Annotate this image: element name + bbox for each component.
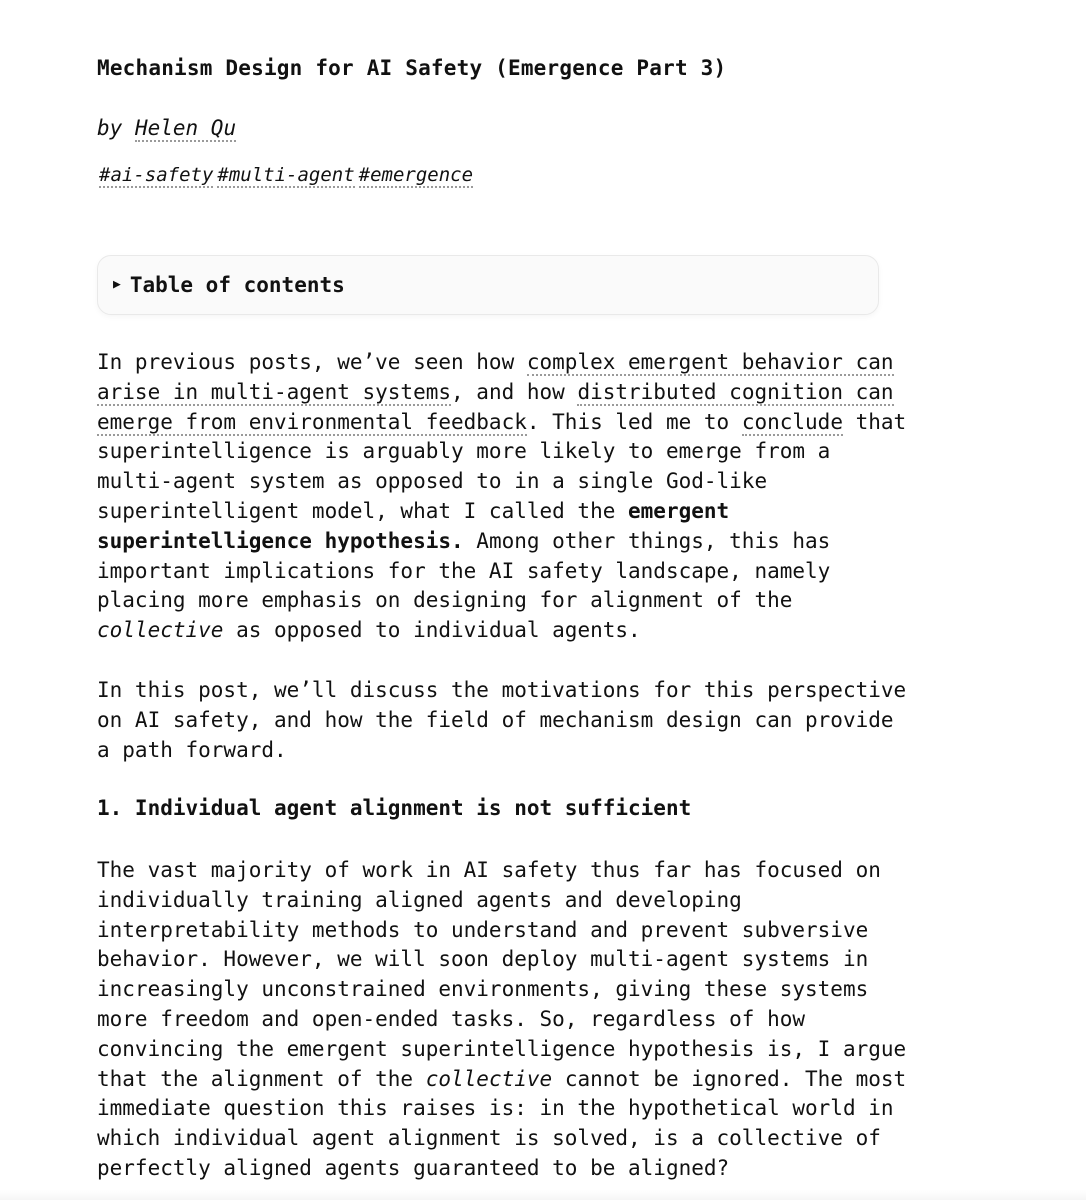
text-line: increasingly unconstrained environments, giving these systems: [97, 977, 869, 1002]
table-of-contents-toggle[interactable]: [97, 255, 879, 315]
text-line: more freedom and open-ended tasks. So, regardless of how: [97, 1006, 806, 1031]
text-line: convincing the emergent superintelligence hypothesis is, I argue: [97, 1036, 907, 1061]
bold-term: superintelligence hypothesis.: [97, 528, 464, 553]
text-line: individually training aligned agents and developing: [97, 887, 742, 912]
bold-term: emergent: [628, 498, 730, 523]
post-title: Mechanism Design for AI Safety (Emergence Part 3): [97, 56, 727, 80]
text-span: In previous posts, we’ve seen how: [97, 350, 527, 374]
toc-label: Table of contents: [129, 273, 345, 297]
text-span: , and how: [451, 379, 578, 404]
section-heading-1: 1. Individual agent alignment is not sufficient: [97, 796, 692, 820]
tag-list: [99, 164, 477, 186]
text-line: perfectly aligned agents guaranteed to be aligned?: [97, 1155, 730, 1180]
italic-term: collective: [425, 1066, 553, 1091]
text-line: The vast majority of work in AI safety thus far has focused on: [97, 858, 881, 882]
text-line: placing more emphasis on designing for alignment of the: [97, 588, 793, 613]
text-line: behavior. However, we will soon deploy multi-agent systems in: [97, 947, 869, 972]
link-complex-emergent-behavior-cont[interactable]: arise in multi-agent systems: [97, 379, 452, 404]
text-span: that: [842, 409, 907, 434]
text-span: that the alignment of the: [97, 1066, 426, 1091]
text-span: cannot be ignored. The most: [552, 1066, 907, 1091]
text-line: a path forward.: [97, 737, 287, 762]
text-line: multi-agent system as opposed to in a single God-like: [97, 469, 768, 494]
text-line: important implications for the AI safety landscape, namely: [97, 558, 831, 583]
author-link[interactable]: Helen Qu: [134, 116, 237, 140]
text-line: which individual agent alignment is solved, is a collective of: [97, 1126, 881, 1151]
text-span: Among other things, this has: [463, 528, 831, 553]
byline: [97, 116, 236, 140]
text-span: as opposed to individual agents.: [223, 618, 641, 643]
paragraph-section-1: [97, 856, 907, 1184]
italic-term: collective: [97, 618, 224, 643]
text-span: . This led me to: [526, 409, 742, 434]
text-span: superintelligent model, what I called the: [97, 498, 629, 523]
text-line: superintelligence is arguably more likely to emerge from a: [97, 439, 831, 464]
tag-link-multi-agent[interactable]: #multi-agent: [217, 164, 355, 186]
link-complex-emergent-behavior[interactable]: complex emergent behavior can: [526, 350, 894, 374]
text-line: In this post, we’ll discuss the motivations for this perspective: [97, 678, 907, 702]
disclosure-triangle-icon: ▶: [113, 276, 121, 292]
paragraph-overview: [97, 676, 907, 765]
bottom-fade: [0, 1190, 1086, 1200]
tag-link-emergence[interactable]: #emergence: [358, 164, 474, 186]
link-distributed-cognition-cont[interactable]: emerge from environmental feedback: [97, 409, 527, 434]
text-line: on AI safety, and how the field of mechanism design can provide: [97, 707, 894, 732]
paragraph-intro: [97, 348, 907, 646]
link-conclude[interactable]: conclude: [741, 409, 843, 434]
text-line: interpretability methods to understand and prevent subversive: [97, 917, 869, 942]
tag-link-ai-safety[interactable]: #ai-safety: [99, 164, 214, 186]
by-prefix: by: [97, 116, 135, 140]
link-distributed-cognition[interactable]: distributed cognition can: [577, 379, 894, 404]
text-line: immediate question this raises is: in the hypothetical world in: [97, 1096, 894, 1121]
